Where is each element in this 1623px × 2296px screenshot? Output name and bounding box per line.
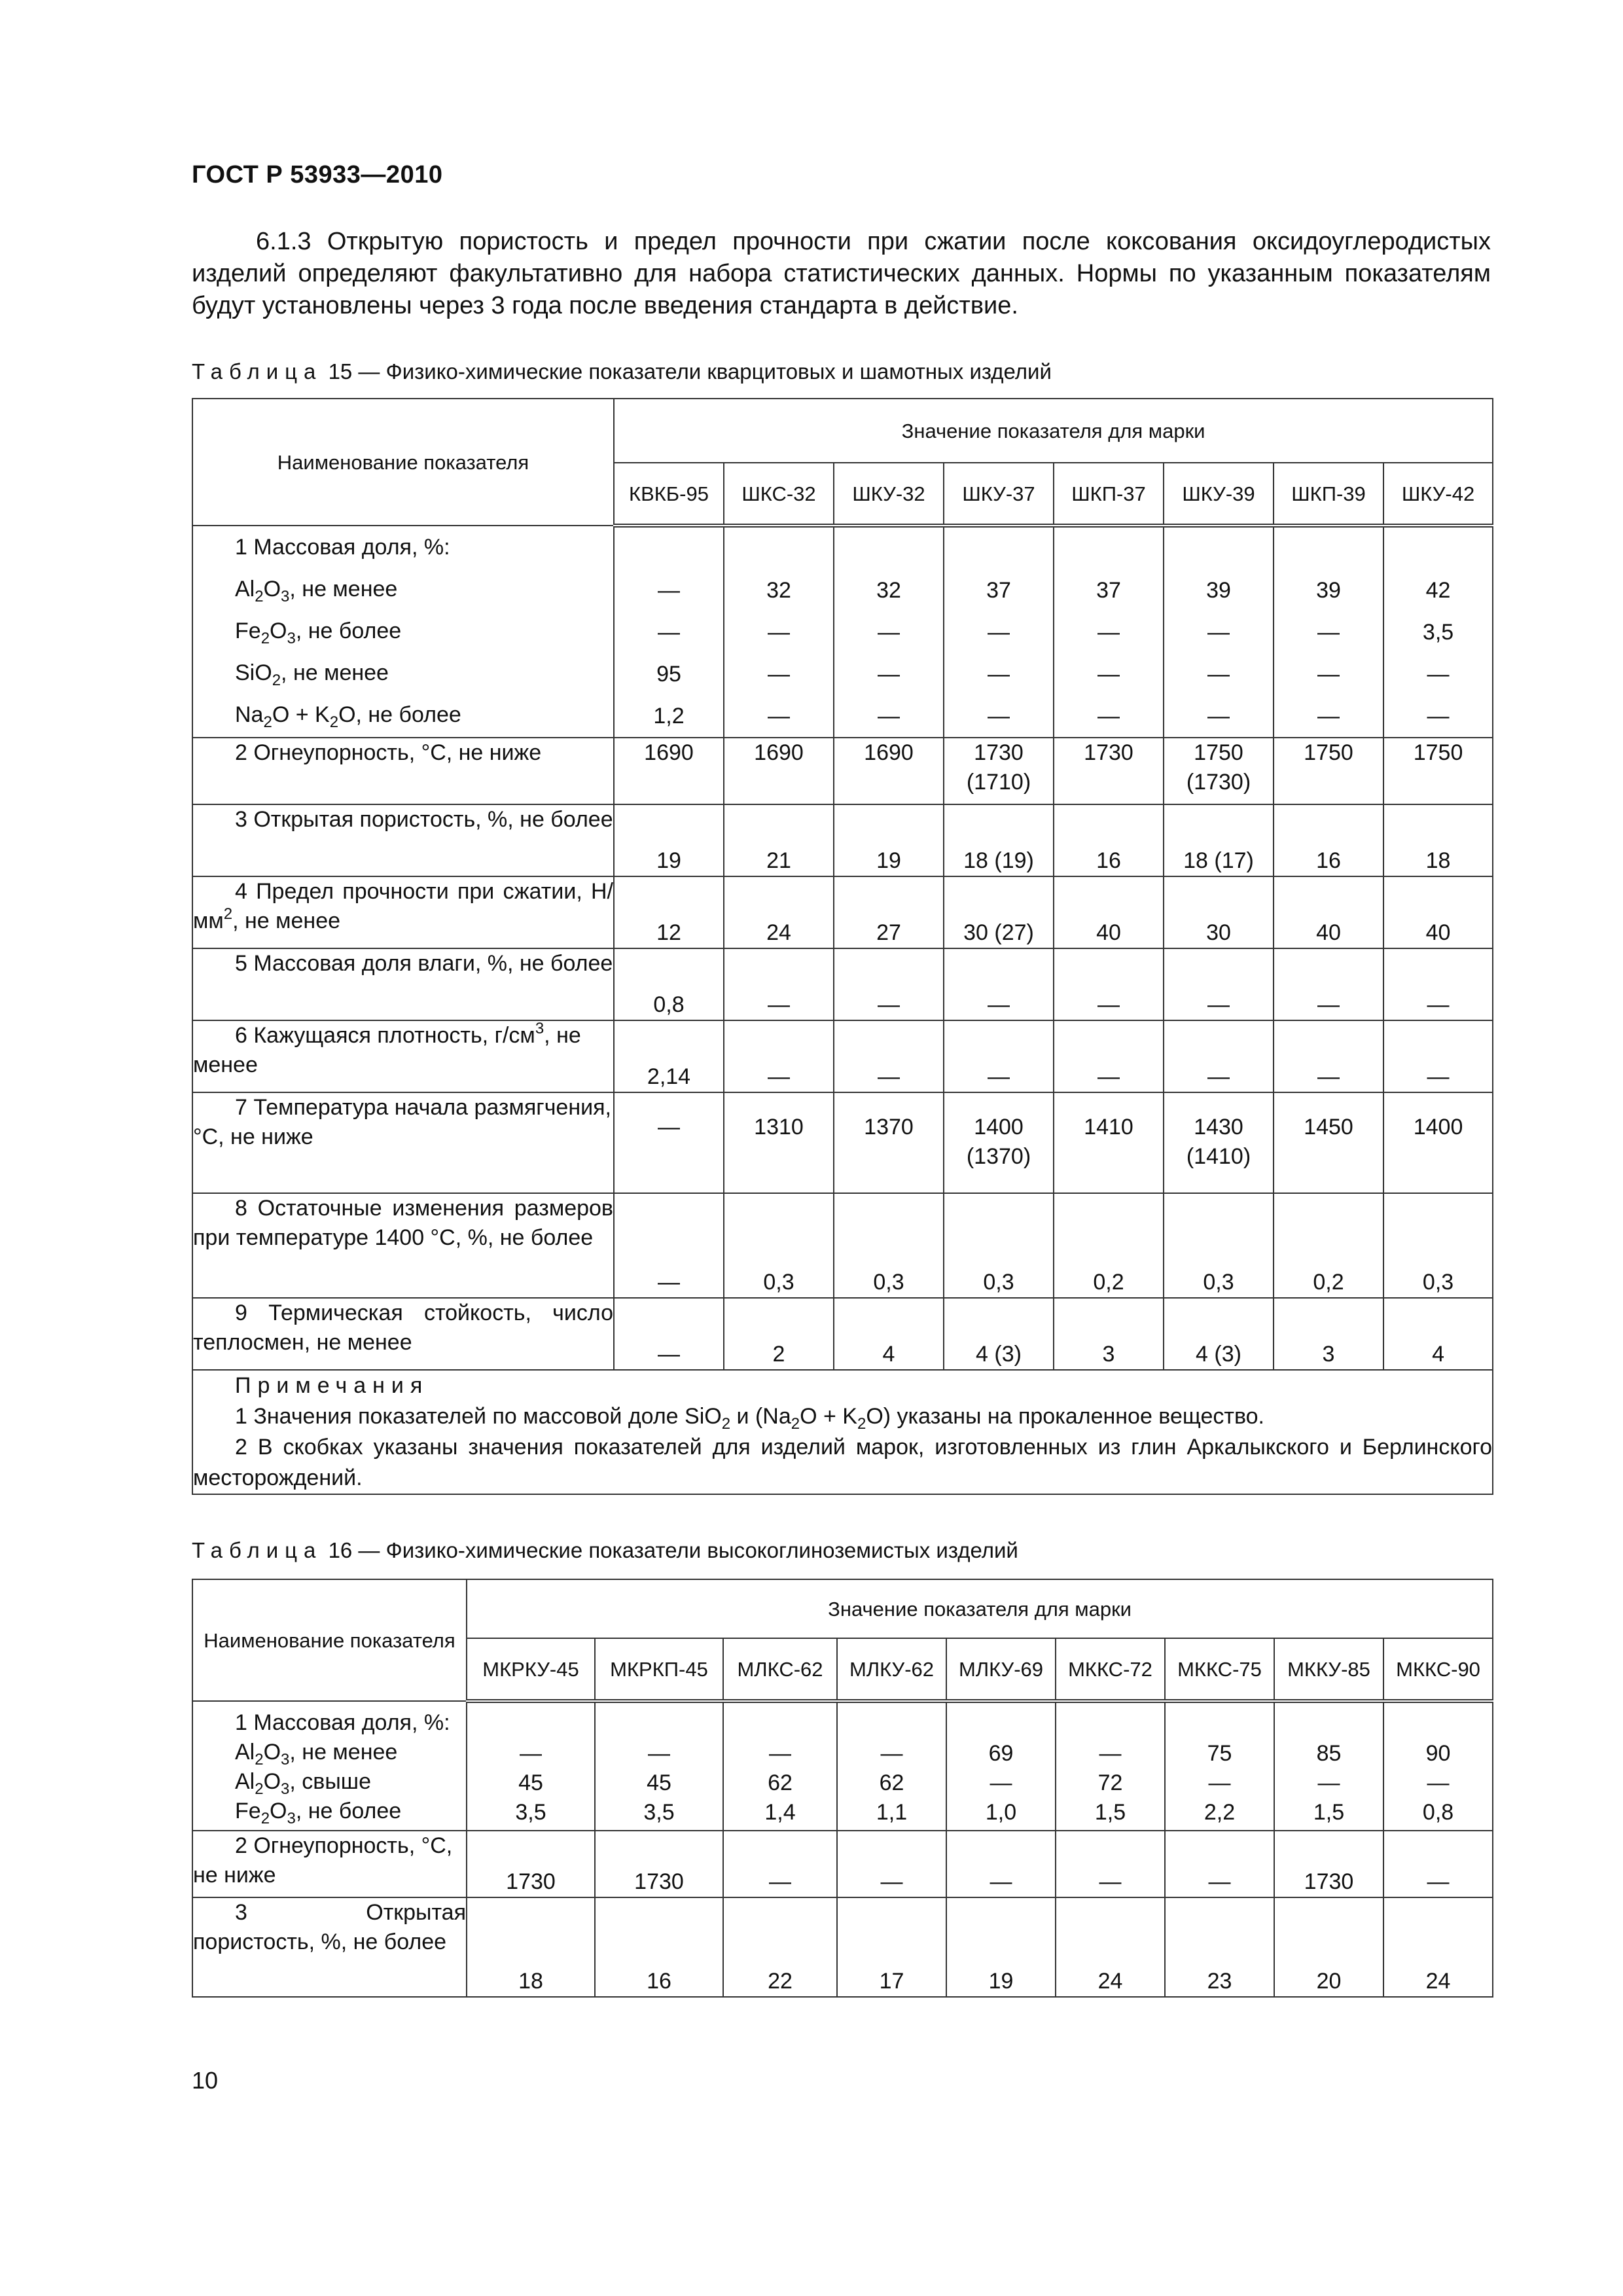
table-15-row-1-col-8 [1383,526,1493,738]
row-4-label-sup: 2 [223,905,233,923]
t16-value-al_over-8: — [1317,1770,1340,1795]
row7-value-alt-4: (1370) [966,1144,1031,1169]
value-fe-1: — [658,620,680,645]
t16-value-fe-7: 2,2 [1204,1800,1236,1825]
table-16-mark-4: МЛКУ-62 [837,1638,946,1701]
t16-value-fe-3: 1,4 [764,1800,796,1825]
table-15-row-9-name [192,1298,614,1370]
t16-value-al_over-6: 72 [1097,1770,1123,1795]
row2-value-4: 1730 [974,740,1024,765]
row7-value-1: — [658,1115,680,1139]
table-15-row6-col-1: 2,14 [614,1020,724,1092]
table-15-row-9 [192,1298,1493,1370]
t16-value-al_min-6: — [1099,1741,1122,1766]
row-8-label: 8 Остаточные изменения размеров при температуре 1400 °С, %, не более [193,1196,613,1250]
table-16 [192,1579,1493,1998]
table-16-row3-col-3: 22 [723,1897,837,1997]
row-2-label: 2 Огнеупорность, °С, не ниже [235,740,542,765]
note-1: 1 Значения показателей по массовой доле SiO$_2$ и $(Na_2O + K_2O)$ указаны на прокаленное вещество. [235,1404,1265,1433]
table-15-row2-col-7 [1274,738,1383,804]
table-15-row9-col-7: 3 [1274,1298,1383,1370]
table-15-row4-col-2: 24 [724,876,834,948]
t16-value-al_over-3: 62 [768,1770,793,1795]
row2-value-5: 1730 [1084,740,1133,765]
table-15-row7-col-5 [1054,1092,1164,1193]
table-15-row4-col-4: 30 (27) [944,876,1054,948]
table-16-row2-col-1: 1730 [467,1831,595,1897]
table-16-row3-col-6: 24 [1056,1897,1165,1997]
table-16-mark-9: МККС-90 [1383,1638,1493,1701]
value-si-2: — [768,662,790,687]
table-15-row4-col-8: 40 [1383,876,1493,948]
value-al-8: 42 [1425,578,1451,603]
t16-value-fe-1: 3,5 [515,1800,546,1825]
table-15-row-2-name [192,738,614,804]
row-6-label-sup: 3 [535,1020,544,1037]
row-9-label: 9 Термическая стойкость, число теплосмен, не менее [193,1300,613,1355]
t16-value-al_min-2: — [648,1741,670,1766]
table-15-row-3-name [192,804,614,876]
table-16-mark-3: МЛКС-62 [723,1638,837,1701]
table-16-row-2 [192,1831,1493,1897]
table-15 [192,398,1493,1495]
table-16-caption [192,1537,1018,1564]
table-15-mark-5: ШКП-37 [1054,463,1164,526]
row7-value-2: 1310 [754,1115,804,1139]
value-al-6: 39 [1206,578,1231,603]
table-15-row3-col-4: 18 (19) [944,804,1054,876]
table-15-row6-col-8: — [1383,1020,1493,1092]
table-15-row2-col-8 [1383,738,1493,804]
table-16-row2-col-3: — [723,1831,837,1897]
note-1-part-c: O + K [800,1404,857,1429]
table-16-row2-col-6: — [1056,1831,1165,1897]
row7-value-3: 1370 [864,1115,914,1139]
table-15-row-6-name [192,1020,614,1092]
value-si-3: — [878,662,900,687]
table-16-row2-col-2: 1730 [595,1831,723,1897]
t16-value-fe-4: 1,1 [876,1800,908,1825]
value-na-7: — [1317,704,1340,728]
table-15-row8-col-2: 0,3 [724,1193,834,1298]
table-15-row2-col-5 [1054,738,1164,804]
table-15-row3-col-6: 18 (17) [1164,804,1274,876]
table-15-row6-col-2: — [724,1020,834,1092]
sio2-suffix: , не менее [281,660,389,685]
table-15-row2-col-3 [834,738,944,804]
fe2o3-suffix: , не более [295,619,402,643]
table-16-row-1-col-7 [1165,1701,1274,1831]
t16-value-al_min-1: — [520,1741,542,1766]
table-15-row7-col-4 [944,1092,1054,1193]
value-fe-7: — [1317,620,1340,645]
t16-value-al_over-7: — [1208,1770,1231,1795]
table-16-row2-col-7: — [1165,1831,1274,1897]
table-16-row3-col-8: 20 [1274,1897,1383,1997]
table-15-row-1-col-4 [944,526,1054,738]
table-15-row3-col-5: 16 [1054,804,1164,876]
t16-value-fe-2: 3,5 [643,1800,675,1825]
t16-value-fe-5: 1,0 [985,1800,1017,1825]
row2-value-3: 1690 [864,740,914,765]
value-si-8: — [1427,662,1450,687]
t16-value-al_over-9: — [1427,1770,1450,1795]
table-15-row5-col-1: 0,8 [614,948,724,1020]
table-15-row9-col-8: 4 [1383,1298,1493,1370]
table-15-row4-col-1: 12 [614,876,724,948]
t16-row-2-label: 2 Огнеупорность, °С, не ниже [193,1833,453,1888]
value-na-6: — [1207,704,1230,728]
t16-al2o3-min-suffix: , не менее [289,1740,398,1765]
table-16-row-1-col-8 [1274,1701,1383,1831]
t16-value-al_over-5: — [990,1770,1012,1795]
row-5-label: 5 Массовая доля влаги, %, не более [235,951,613,976]
table-15-row-1-col-1 [614,526,724,738]
t16-al2o3-over-suffix: , свыше [289,1769,371,1794]
table-15-row-6 [192,1020,1493,1092]
table-15-row3-col-7: 16 [1274,804,1383,876]
t16-fe2o3-formula: $Fe_2O_3$ [235,1799,296,1827]
table-16-mark-6: МККС-72 [1056,1638,1165,1701]
table-15-row-7 [192,1092,1493,1193]
t16-value-al_min-4: — [880,1741,903,1766]
table-15-row3-col-2: 21 [724,804,834,876]
table-15-row-8-name [192,1193,614,1298]
table-15-row5-col-8: — [1383,948,1493,1020]
table-15-row-3 [192,804,1493,876]
table-15-row8-col-5: 0,2 [1054,1193,1164,1298]
table-15-row-1-col-7 [1274,526,1383,738]
value-fe-5: — [1097,620,1120,645]
table-15-mark-7: ШКП-39 [1274,463,1383,526]
table-15-header-name: Наименование показателя [192,399,614,526]
table-15-row7-col-8 [1383,1092,1493,1193]
value-na-8: — [1427,704,1450,728]
table-15-row4-col-5: 40 [1054,876,1164,948]
row-7-label: 7 Температура начала размягчения, °С, не ниже [193,1095,611,1149]
table-16-row-1-col-9 [1383,1701,1493,1831]
na2o-k2o-formula: $Na_2O + K_2O$ [235,702,356,731]
table-15-row8-col-1: — [614,1193,724,1298]
table-15-row6-col-3: — [834,1020,944,1092]
table-15-row-1-col-6 [1164,526,1274,738]
value-fe-8: 3,5 [1422,620,1454,645]
table-15-row-1-col-5 [1054,526,1164,738]
table-15-row2-col-6 [1164,738,1274,804]
table-16-row-3 [192,1897,1493,1997]
table-16-row3-col-9: 24 [1383,1897,1493,1997]
value-al-4: 37 [986,578,1011,603]
table-15-row-2 [192,738,1493,804]
table-16-row3-col-1: 18 [467,1897,595,1997]
note-1-part-a: 1 Значения показателей по массовой доле SiO [235,1404,722,1429]
row-6-label-end: , не менее [193,1023,581,1077]
table-16-row3-col-2: 16 [595,1897,723,1997]
row2-value-7: 1750 [1304,740,1353,765]
row7-value-4: 1400 [974,1115,1024,1139]
table-15-row3-col-8: 18 [1383,804,1493,876]
table-15-row-4 [192,876,1493,948]
table-15-row7-col-1 [614,1092,724,1193]
table-15-row4-col-6: 30 [1164,876,1274,948]
table-16-row3-col-4: 17 [837,1897,946,1997]
row-3-label: 3 Открытая пористость, %, не более [235,807,613,832]
value-na-5: — [1097,704,1120,728]
page-number: 10 [192,2067,219,2094]
row-4-label-end: , не менее [232,908,341,933]
table-15-row-1 [192,526,1493,738]
value-al-7: 39 [1316,578,1341,603]
table-15-row5-col-7: — [1274,948,1383,1020]
table-15-row8-col-7: 0,2 [1274,1193,1383,1298]
t16-value-al_min-5: 69 [988,1741,1014,1766]
table-15-row2-col-4 [944,738,1054,804]
table-15-row9-col-3: 4 [834,1298,944,1370]
table-15-mark-1: КВКБ-95 [614,463,724,526]
row7-value-7: 1450 [1304,1115,1353,1139]
value-al-2: 32 [766,578,791,603]
row-1-label: 1 Массовая доля, %: [235,535,450,560]
table-15-row6-col-7: — [1274,1020,1383,1092]
note-1-part-d: O) указаны на прокаленное вещество. [866,1404,1265,1429]
row7-value-6: 1430 [1194,1115,1243,1139]
note-1-part-b: и (Na [730,1404,791,1429]
table-15-row8-col-6: 0,3 [1164,1193,1274,1298]
value-fe-6: — [1207,620,1230,645]
value-si-7: — [1317,662,1340,687]
table-15-row9-col-5: 3 [1054,1298,1164,1370]
table-16-row2-col-5: — [946,1831,1056,1897]
t16-value-al_over-1: 45 [518,1770,543,1795]
table-16-row2-col-9: — [1383,1831,1493,1897]
value-si-5: — [1097,662,1120,687]
row2-value-alt-6: (1730) [1186,770,1251,795]
note-2: 2 В скобках указаны значения показателей для изделий марок, изготовленных из глин Аркалыкского и Берлинского месторождений. [193,1435,1493,1490]
table-15-row5-col-3: — [834,948,944,1020]
table-15-row2-col-1 [614,738,724,804]
table-15-row8-col-8: 0,3 [1383,1193,1493,1298]
row2-value-6: 1750 [1194,740,1243,765]
value-na-3: — [878,704,900,728]
t16-row-1-label: 1 Массовая доля, %: [235,1710,450,1735]
t16-row-3-label: 3 Открытая пористость, %, не более [193,1900,466,1954]
table-16-mark-2: МКРКП-45 [595,1638,723,1701]
na2o-k2o-suffix: , не более [355,702,461,727]
table-15-row-7-name [192,1092,614,1193]
table-15-row-8 [192,1193,1493,1298]
value-si-1: 95 [656,662,681,687]
table-16-row-1-col-3 [723,1701,837,1831]
table-16-row-1-col-4 [837,1701,946,1831]
t16-value-fe-8: 1,5 [1313,1800,1345,1825]
table-16-caption-text: 16 — Физико-химические показатели высокоглиноземистых изделий [328,1538,1018,1562]
row7-value-5: 1410 [1084,1115,1133,1139]
row-6-label: 6 Кажущаяся плотность, г/см [235,1023,535,1048]
t16-value-fe-9: 0,8 [1422,1800,1454,1825]
al2o3-formula: $Al_2O_3$ [235,577,290,605]
value-fe-4: — [988,620,1010,645]
table-15-row5-col-2: — [724,948,834,1020]
value-al-1: — [658,578,680,603]
fe2o3-formula: $Fe_2O_3$ [235,619,296,647]
t16-value-al_min-9: 90 [1425,1741,1451,1766]
table-16-row-1-col-6 [1056,1701,1165,1831]
al2o3-suffix: , не менее [289,577,398,601]
table-15-row6-col-5: — [1054,1020,1164,1092]
notes-title: Примечания [235,1373,429,1398]
table-15-row6-col-4: — [944,1020,1054,1092]
table-15-row-1-col-3 [834,526,944,738]
t16-value-al_min-7: 75 [1207,1741,1232,1766]
table-15-row9-col-1: — [614,1298,724,1370]
table-15-row4-col-7: 40 [1274,876,1383,948]
table-15-row7-col-2 [724,1092,834,1193]
table-15-row6-col-6: — [1164,1020,1274,1092]
table-15-row-5 [192,948,1493,1020]
t16-value-al_min-8: 85 [1316,1741,1342,1766]
row2-value-2: 1690 [754,740,804,765]
table-15-mark-8: ШКУ-42 [1383,463,1493,526]
table-16-row-2-name [192,1831,467,1897]
table-15-mark-2: ШКС-32 [724,463,834,526]
paragraph-6-1-3: 6.1.3 Открытую пористость и предел прочности при сжатии после коксования оксидоуглеродистых изделий определяют факультативно для набора статистических данных. Нормы по указанным показателям будут установлены через 3 года после введения стандарта в действие. [192,228,1491,319]
table-16-mark-5: МЛКУ-69 [946,1638,1056,1701]
table-15-row9-col-2: 2 [724,1298,834,1370]
table-15-header-group: Значение показателя для марки [614,399,1493,463]
table-16-row-1 [192,1701,1493,1831]
value-al-3: 32 [876,578,901,603]
table-15-row2-col-2 [724,738,834,804]
table-16-row-1-col-2 [595,1701,723,1831]
table-15-row5-col-5: — [1054,948,1164,1020]
t16-al2o3-over-formula: $Al_2O_3$ [235,1769,290,1798]
table-15-notes-row [192,1370,1493,1494]
value-si-4: — [988,662,1010,687]
value-fe-3: — [878,620,900,645]
table-16-row2-col-4: — [837,1831,946,1897]
row2-value-1: 1690 [644,740,694,765]
table-15-mark-3: ШКУ-32 [834,463,944,526]
value-na-4: — [988,704,1010,728]
sio2-formula: SiO$_2$ [235,660,281,689]
table-16-row2-col-8: 1730 [1274,1831,1383,1897]
table-16-mark-8: МККУ-85 [1274,1638,1383,1701]
value-na-2: — [768,704,790,728]
table-15-row5-col-4: — [944,948,1054,1020]
value-fe-2: — [768,620,790,645]
row7-value-8: 1400 [1413,1115,1463,1139]
table-15-row8-col-3: 0,3 [834,1193,944,1298]
table-16-mark-1: МКРКУ-45 [467,1638,595,1701]
t16-value-fe-6: 1,5 [1094,1800,1126,1825]
row-4-label: 4 Предел прочности при сжатии, Н/мм [193,879,613,933]
value-al-5: 37 [1096,578,1121,603]
t16-value-al_min-3: — [769,1741,791,1766]
table-15-row-1-col-2 [724,526,834,738]
table-15-row4-col-3: 27 [834,876,944,948]
table-15-notes [192,1370,1493,1494]
table-16-row3-col-7: 23 [1165,1897,1274,1997]
table-16-row-1-col-1 [467,1701,595,1831]
table-15-caption-label: Таблица [192,359,323,384]
table-15-caption [192,359,1052,385]
table-15-row8-col-4: 0,3 [944,1193,1054,1298]
table-15-mark-4: ШКУ-37 [944,463,1054,526]
row7-value-alt-6: (1410) [1186,1144,1251,1169]
table-16-header-name: Наименование показателя [192,1579,467,1701]
table-15-row5-col-6: — [1164,948,1274,1020]
table-15-caption-text: 15 — Физико-химические показатели кварцитовых и шамотных изделий [328,359,1052,384]
table-15-row7-col-6 [1164,1092,1274,1193]
table-16-header-group: Значение показателя для марки [467,1579,1493,1638]
table-16-row3-col-5: 19 [946,1897,1056,1997]
value-si-6: — [1207,662,1230,687]
table-16-row-1-col-5 [946,1701,1056,1831]
table-15-row-1-name [192,526,614,738]
table-15-row-5-name [192,948,614,1020]
table-15-row9-col-4: 4 (3) [944,1298,1054,1370]
table-15-row3-col-1: 19 [614,804,724,876]
value-na-1: 1,2 [653,704,685,728]
row2-value-alt-4: (1710) [966,770,1031,795]
table-15-mark-6: ШКУ-39 [1164,463,1274,526]
table-16-caption-label: Таблица [192,1538,323,1562]
table-16-row-1-name [192,1701,467,1831]
t16-al2o3-min-formula: $Al_2O_3$ [235,1740,290,1768]
t16-value-al_over-2: 45 [647,1770,671,1795]
table-16-row-3-name [192,1897,467,1997]
table-15-row9-col-6: 4 (3) [1164,1298,1274,1370]
table-15-row7-col-3 [834,1092,944,1193]
table-15-row3-col-3: 19 [834,804,944,876]
table-15-row7-col-7 [1274,1092,1383,1193]
t16-value-al_over-4: 62 [879,1770,904,1795]
table-15-row-4-name [192,876,614,948]
t16-fe2o3-suffix: , не более [295,1799,402,1823]
document-header: ГОСТ Р 53933—2010 [192,161,443,188]
table-16-mark-7: МККС-75 [1165,1638,1274,1701]
row2-value-8: 1750 [1413,740,1463,765]
